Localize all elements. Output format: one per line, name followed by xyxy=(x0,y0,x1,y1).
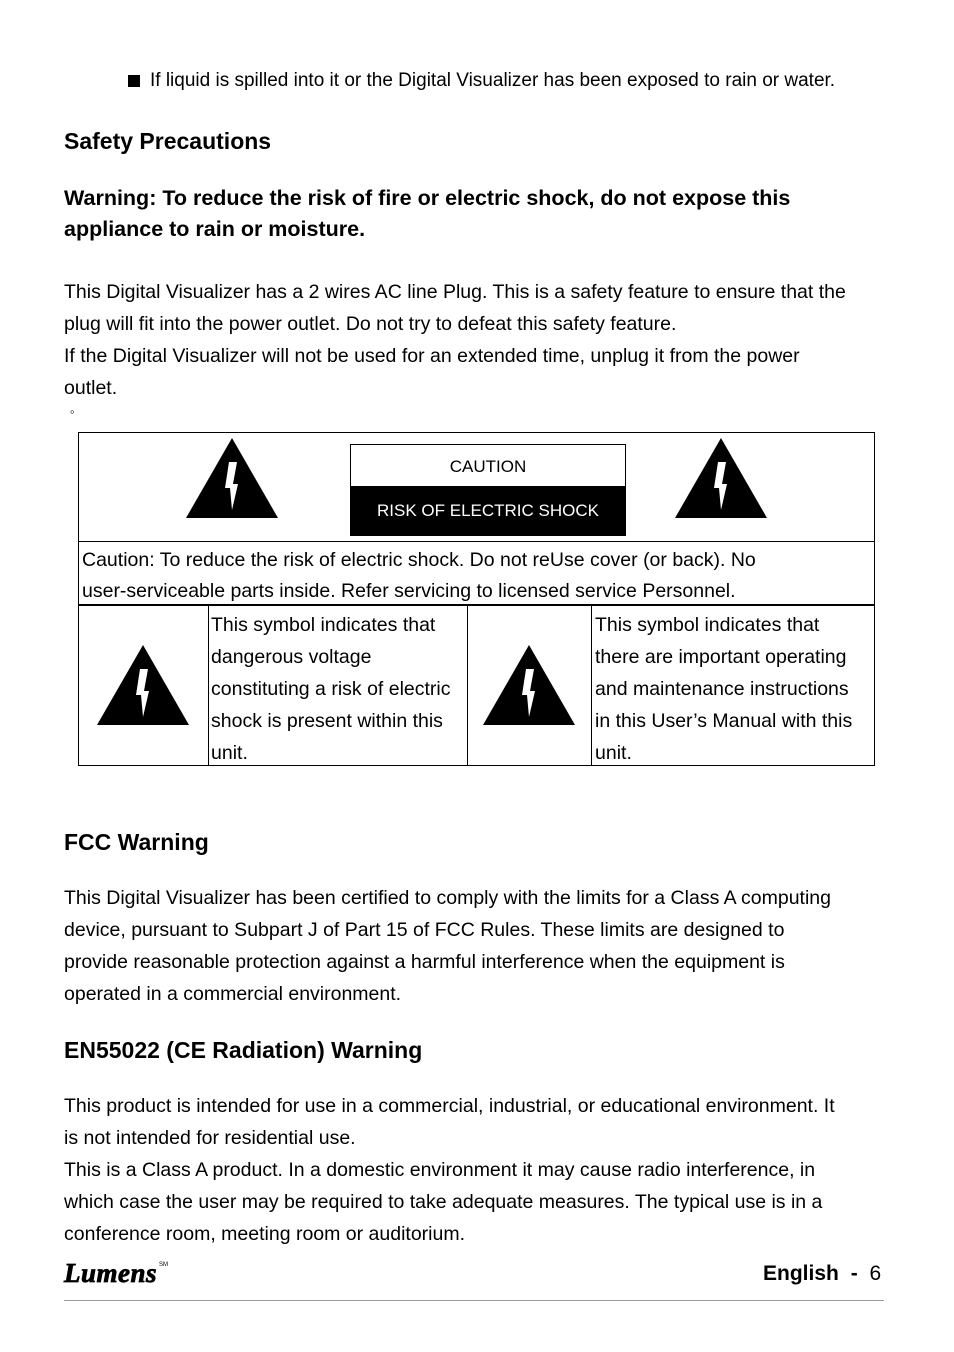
caution-text xyxy=(82,545,756,607)
fcc-line: device, pursuant to Subpart J of Part 15 of FCC Rules. These limits are designed to xyxy=(64,919,785,941)
electric-shock-warning-icon xyxy=(97,645,189,725)
fcc-heading: FCC Warning xyxy=(64,829,209,855)
electric-shock-warning-icon xyxy=(483,645,575,725)
footer-divider xyxy=(64,1300,884,1301)
table-divider xyxy=(591,605,592,766)
safety-heading: Safety Precautions xyxy=(64,128,272,154)
dangerous-voltage-description xyxy=(211,609,451,769)
safety-warning xyxy=(64,183,790,245)
description-line: shock is present within this xyxy=(211,710,443,732)
instructions-description xyxy=(595,609,852,769)
logo-service-mark: SM xyxy=(159,1262,169,1268)
bullet-item xyxy=(128,70,835,92)
safety-warning-line2: appliance to rain or moisture. xyxy=(64,217,366,241)
safety-warning-line1: Warning: To reduce the risk of fire or electric shock, do not expose this xyxy=(64,186,791,210)
safety-paragraph xyxy=(64,276,846,404)
fcc-line: operated in a commercial environment. xyxy=(64,983,402,1005)
en55022-line: conference room, meeting room or auditorium. xyxy=(64,1223,466,1245)
description-line: This symbol indicates that xyxy=(211,614,436,636)
safety-para1-line2: plug will fit into the power outlet. Do not try to defeat this safety feature. xyxy=(64,313,677,335)
safety-para2-line2: outlet. xyxy=(64,377,118,399)
stray-mark: ◦ xyxy=(70,404,75,419)
logo-text: Lumens xyxy=(64,1258,158,1288)
caution-text-line1: Caution: To reduce the risk of electric shock. Do not reUse cover (or back). No xyxy=(82,549,756,571)
caution-label-box xyxy=(350,444,626,536)
description-line: This symbol indicates that xyxy=(595,614,820,636)
electric-shock-warning-icon xyxy=(675,438,767,518)
electric-shock-warning-icon xyxy=(186,438,278,518)
fcc-line: This Digital Visualizer has been certified to comply with the limits for a Class A computing xyxy=(64,887,831,909)
page-footer-label xyxy=(763,1262,881,1286)
en55022-line: is not intended for residential use. xyxy=(64,1127,356,1149)
bullet-item-text: If liquid is spilled into it or the Digital Visualizer has been exposed to rain or water. xyxy=(150,70,836,91)
description-line: dangerous voltage xyxy=(211,646,372,668)
table-divider xyxy=(78,541,875,542)
footer-language: English xyxy=(763,1262,839,1285)
description-line: in this User’s Manual with this xyxy=(595,710,853,732)
risk-of-shock-label: RISK OF ELECTRIC SHOCK xyxy=(350,486,626,536)
en55022-line: This product is intended for use in a commercial, industrial, or educational environment. It xyxy=(64,1095,835,1117)
page-number: 6 xyxy=(869,1262,882,1285)
caution-text-line2: user-serviceable parts inside. Refer servicing to licensed service Personnel. xyxy=(82,580,736,602)
en55022-paragraph xyxy=(64,1090,835,1250)
en55022-line: This is a Class A product. In a domestic environment it may cause radio interference, in xyxy=(64,1159,816,1181)
description-line: there are important operating xyxy=(595,646,847,668)
footer-separator: - xyxy=(850,1262,858,1285)
safety-para1-line1: This Digital Visualizer has a 2 wires AC line Plug. This is a safety feature to ensure that the xyxy=(64,281,846,303)
safety-para2-line1: If the Digital Visualizer will not be used for an extended time, unplug it from the power xyxy=(64,345,800,367)
description-line: and maintenance instructions xyxy=(595,678,849,700)
lumens-logo xyxy=(64,1258,168,1289)
description-line: unit. xyxy=(211,742,248,764)
table-divider xyxy=(467,605,468,766)
description-line: constituting a risk of electric xyxy=(211,678,451,700)
description-line: unit. xyxy=(595,742,632,764)
fcc-paragraph xyxy=(64,882,831,1010)
caution-label: CAUTION xyxy=(449,457,527,476)
fcc-line: provide reasonable protection against a harmful interference when the equipment is xyxy=(64,951,785,973)
en55022-heading: EN55022 (CE Radiation) Warning xyxy=(64,1037,423,1063)
en55022-line: which case the user may be required to take adequate measures. The typical use is in a xyxy=(64,1191,823,1213)
square-bullet-icon xyxy=(128,75,140,87)
table-divider xyxy=(208,605,209,766)
